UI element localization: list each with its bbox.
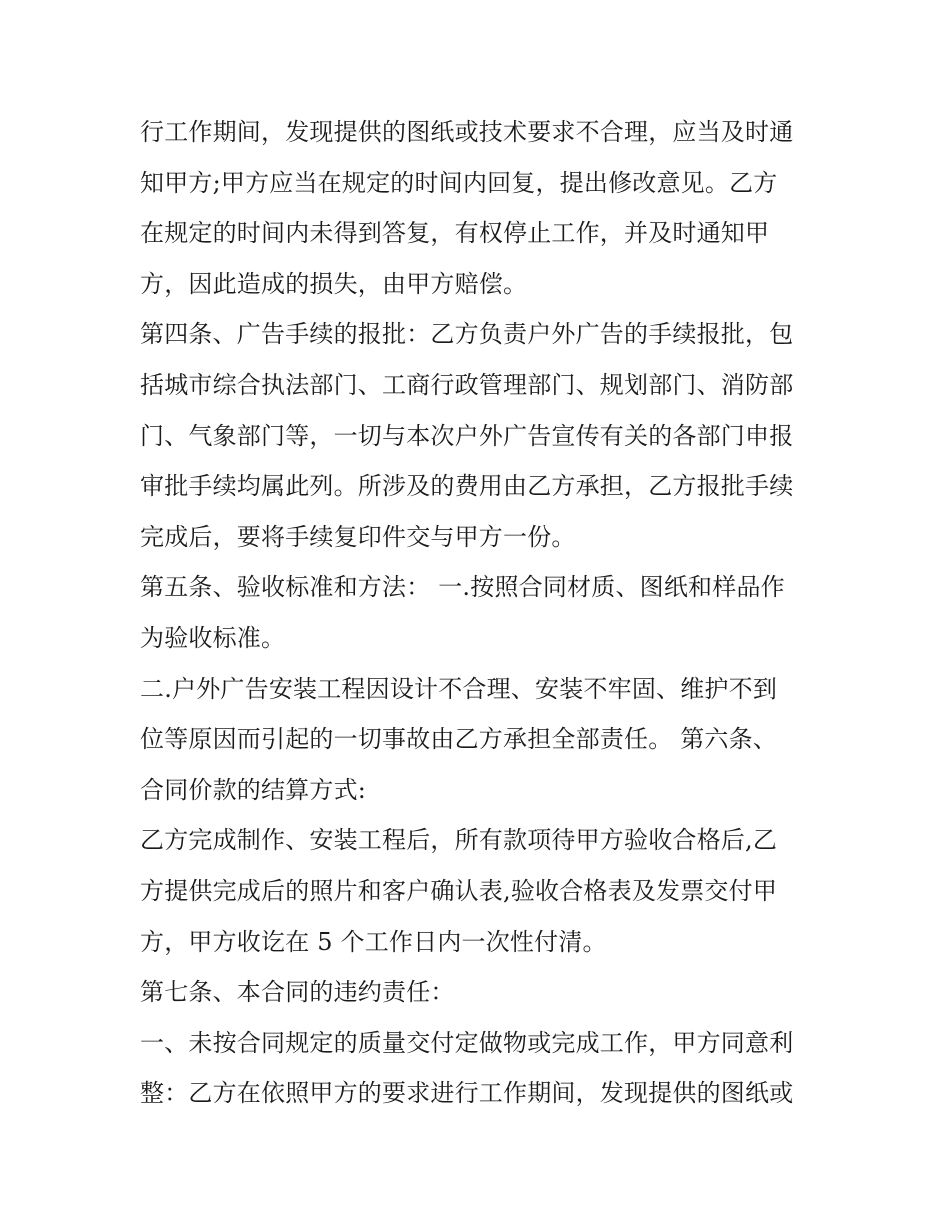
text-line: 为验收标准。 — [140, 623, 286, 652]
text-line: 括城市综合执法部门、工商行政管理部门、规划部门、消防部 — [140, 370, 794, 399]
text-line: 审批手续均属此列。所涉及的费用由乙方承担，乙方报批手续 — [140, 472, 794, 501]
text-line: 一、未按合同规定的质量交付定做物或完成工作，甲方同意利 — [140, 1028, 794, 1057]
text-line: 位等原因而引起的一切事故由乙方承担全部责任。 第六条、 — [140, 725, 778, 754]
text-line: 乙方完成制作、安装工程后，所有款项待甲方验收合格后,乙 — [140, 826, 778, 855]
article-5-heading-line: 第五条、验收标准和方法： 一.按照合同材质、图纸和样品作 — [140, 573, 785, 602]
text-line: 门、气象部门等，一切与本次户外广告宣传有关的各部门申报 — [140, 421, 794, 450]
text-line: 知甲方;甲方应当在规定的时间内回复，提出修改意见。乙方 — [140, 168, 778, 197]
article-4-heading-line: 第四条、广告手续的报批：乙方负责户外广告的手续报批，包 — [140, 320, 794, 349]
article-7-heading-line: 第七条、本合同的违约责任： — [140, 978, 455, 1007]
text-line: 整：乙方在依照甲方的要求进行工作期间，发现提供的图纸或 — [140, 1079, 794, 1108]
document-body — [140, 107, 820, 1119]
text-line: 行工作期间，发现提供的图纸或技术要求不合理，应当及时通 — [140, 118, 794, 146]
text-line: 方提供完成后的照片和客户确认表,验收合格表及发票交付甲 — [140, 876, 778, 905]
text-line: 方，因此造成的损失，由甲方赔偿。 — [140, 269, 528, 298]
text-line: 在规定的时间内未得到答复，有权停止工作，并及时通知甲 — [140, 219, 770, 248]
text-line: 方，甲方收讫在 5 个工作日内一次性付清。 — [140, 927, 607, 956]
article-6-heading-line: 合同价款的结算方式: — [140, 775, 367, 804]
text-line: 完成后，要将手续复印件交与甲方一份。 — [140, 522, 576, 551]
text-line: 二.户外广告安装工程因设计不合理、安装不牢固、维护不到 — [140, 674, 778, 703]
